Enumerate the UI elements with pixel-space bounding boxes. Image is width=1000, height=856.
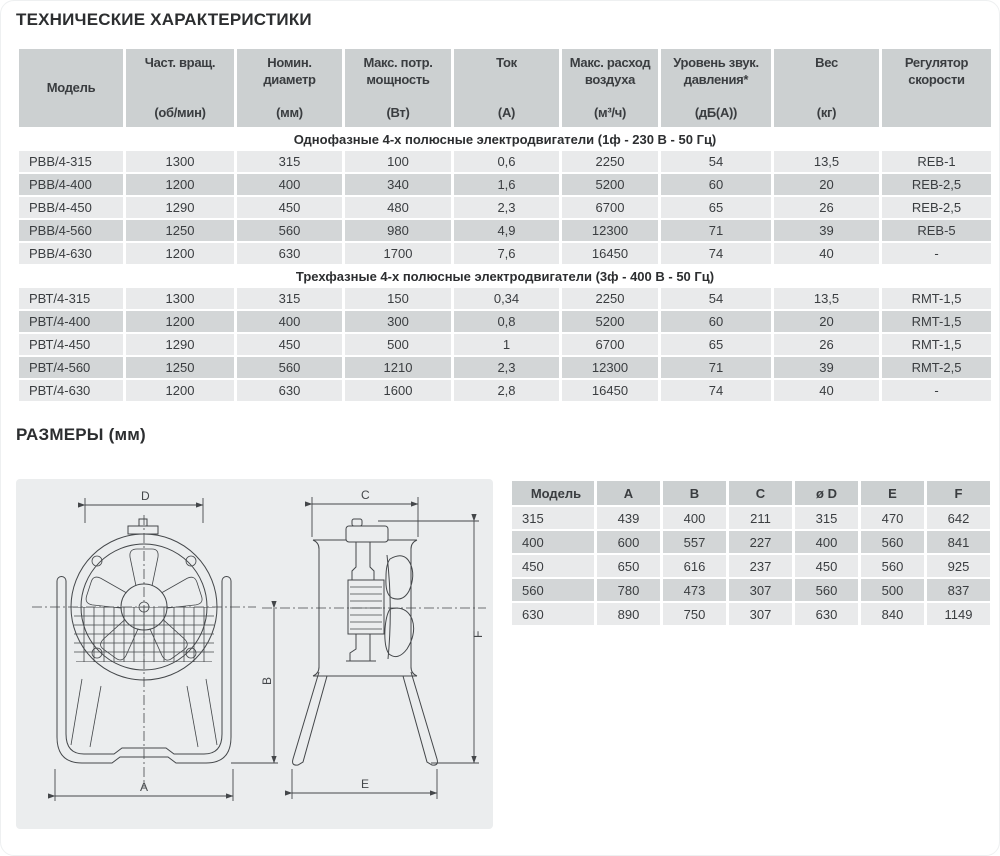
value-cell: 12300 [562, 220, 658, 241]
value-cell: 227 [729, 531, 792, 553]
value-cell: REB-1 [882, 151, 991, 172]
value-cell: 780 [597, 579, 660, 601]
dim-label-d: D [141, 489, 150, 503]
value-cell: 5200 [562, 311, 658, 332]
model-cell: 560 [512, 579, 594, 601]
value-cell: RMT-2,5 [882, 357, 991, 378]
value-cell: 6700 [562, 334, 658, 355]
header-cell [237, 49, 342, 127]
model-cell: 400 [512, 531, 594, 553]
value-cell: 54 [661, 288, 771, 309]
value-cell: 1300 [126, 288, 234, 309]
value-cell: 473 [663, 579, 726, 601]
dimensions-section-title: РАЗМЕРЫ (мм) [16, 425, 146, 444]
value-cell: 1200 [126, 174, 234, 195]
value-cell: - [882, 243, 991, 264]
model-cell: РВТ/4-630 [19, 380, 123, 401]
value-cell: RMT-1,5 [882, 311, 991, 332]
value-cell: 470 [861, 507, 924, 529]
value-cell: 300 [345, 311, 451, 332]
value-cell: 7,6 [454, 243, 559, 264]
header-cell [774, 49, 879, 127]
value-cell: 20 [774, 311, 879, 332]
table-row [19, 151, 991, 172]
table-row [512, 555, 990, 577]
section-title-row [19, 266, 991, 286]
table-row [512, 507, 990, 529]
value-cell: 2,8 [454, 380, 559, 401]
value-cell: REB-2,5 [882, 197, 991, 218]
value-cell: 600 [597, 531, 660, 553]
table-row [19, 334, 991, 355]
value-cell: 925 [927, 555, 990, 577]
value-cell: 1700 [345, 243, 451, 264]
header-cell-wrap [665, 55, 767, 122]
table-row [19, 288, 991, 309]
value-cell: 630 [237, 243, 342, 264]
header-cell-wrap [778, 55, 875, 122]
value-cell: RMT-1,5 [882, 334, 991, 355]
header-label: Уровень звук. давления* [673, 55, 759, 87]
header-cell-wrap [566, 55, 654, 122]
value-cell: 39 [774, 357, 879, 378]
value-cell: RMT-1,5 [882, 288, 991, 309]
value-cell: 1200 [126, 311, 234, 332]
value-cell: 400 [663, 507, 726, 529]
value-cell: 0,8 [454, 311, 559, 332]
value-cell: 630 [795, 603, 858, 625]
value-cell: 5200 [562, 174, 658, 195]
header-cell [126, 49, 234, 127]
header-label: Макс. расход воздуха [569, 55, 651, 87]
motor [346, 542, 384, 661]
value-cell: 650 [597, 555, 660, 577]
dim-label-c: C [361, 488, 370, 502]
model-cell: РВВ/4-400 [19, 174, 123, 195]
value-cell: 0,34 [454, 288, 559, 309]
header-label: Модель [46, 80, 96, 96]
value-cell: 74 [661, 243, 771, 264]
header-cell: B [663, 481, 726, 505]
value-cell: 1149 [927, 603, 990, 625]
header-cell-wrap [130, 55, 230, 122]
value-cell: 237 [729, 555, 792, 577]
value-cell: 340 [345, 174, 451, 195]
value-cell: 630 [237, 380, 342, 401]
dim-label-a: A [140, 780, 149, 794]
header-cell: ø D [795, 481, 858, 505]
table-row [19, 311, 991, 332]
value-cell: 450 [795, 555, 858, 577]
value-cell: 1300 [126, 151, 234, 172]
value-cell: 71 [661, 220, 771, 241]
value-cell: 840 [861, 603, 924, 625]
value-cell: 315 [795, 507, 858, 529]
value-cell: 65 [661, 197, 771, 218]
value-cell: 2250 [562, 151, 658, 172]
value-cell: 1250 [126, 220, 234, 241]
value-cell: 439 [597, 507, 660, 529]
model-cell: РВВ/4-315 [19, 151, 123, 172]
value-cell: 65 [661, 334, 771, 355]
header-label: Номин. диаметр [263, 55, 316, 87]
model-cell: РВТ/4-560 [19, 357, 123, 378]
value-cell: 500 [861, 579, 924, 601]
value-cell: 40 [774, 380, 879, 401]
dimensions-table [509, 479, 993, 627]
value-cell: 13,5 [774, 288, 879, 309]
dim-label-f: F [471, 630, 485, 638]
header-cell-wrap [23, 55, 119, 122]
value-cell: 557 [663, 531, 726, 553]
drawing-panel [16, 479, 493, 829]
table-row [19, 357, 991, 378]
value-cell: 54 [661, 151, 771, 172]
table-row [19, 380, 991, 401]
model-cell: РВТ/4-450 [19, 334, 123, 355]
value-cell: 315 [237, 151, 342, 172]
header-cell-wrap [241, 55, 338, 122]
front-view [32, 489, 256, 801]
value-cell: 26 [774, 197, 879, 218]
value-cell: REB-5 [882, 220, 991, 241]
model-cell: РВТ/4-315 [19, 288, 123, 309]
value-cell: 71 [661, 357, 771, 378]
value-cell: 1600 [345, 380, 451, 401]
header-unit: (м³/ч) [594, 105, 626, 121]
value-cell: 1210 [345, 357, 451, 378]
value-cell: 560 [795, 579, 858, 601]
section-title-cell: Трехфазные 4-х полюсные электродвигатели (3ф - 400 В - 50 Гц) [19, 266, 991, 286]
header-unit: (об/мин) [154, 105, 206, 121]
value-cell: 980 [345, 220, 451, 241]
model-cell: РВВ/4-630 [19, 243, 123, 264]
guard-mesh [73, 607, 215, 662]
value-cell: 211 [729, 507, 792, 529]
value-cell: 450 [237, 197, 342, 218]
value-cell: 1290 [126, 334, 234, 355]
header-label: Регулятор скорости [904, 55, 969, 87]
specs-header-row [19, 49, 991, 127]
dimension-side-base [292, 769, 437, 799]
specs-section-title: ТЕХНИЧЕСКИЕ ХАРАКТЕРИСТИКИ [16, 10, 312, 29]
header-cell: F [927, 481, 990, 505]
value-cell: 39 [774, 220, 879, 241]
value-cell: 13,5 [774, 151, 879, 172]
value-cell: REB-2,5 [882, 174, 991, 195]
value-cell: 26 [774, 334, 879, 355]
impeller-side [385, 555, 414, 659]
value-cell: 560 [861, 531, 924, 553]
header-cell-wrap [886, 55, 987, 122]
table-row [19, 174, 991, 195]
header-cell: E [861, 481, 924, 505]
value-cell: 837 [927, 579, 990, 601]
fan-technical-drawing [16, 479, 493, 829]
value-cell: 400 [795, 531, 858, 553]
header-cell [454, 49, 559, 127]
model-cell: 315 [512, 507, 594, 529]
value-cell: 2250 [562, 288, 658, 309]
section-title-row [19, 129, 991, 149]
model-cell: РВВ/4-560 [19, 220, 123, 241]
header-cell: Модель [512, 481, 594, 505]
value-cell: 16450 [562, 380, 658, 401]
header-unit: (кг) [816, 105, 837, 121]
dimensions-header-row [512, 481, 990, 505]
value-cell: 500 [345, 334, 451, 355]
table-row [19, 243, 991, 264]
header-cell [882, 49, 991, 127]
value-cell: 315 [237, 288, 342, 309]
value-cell: 307 [729, 579, 792, 601]
value-cell: 560 [237, 220, 342, 241]
value-cell: 1200 [126, 380, 234, 401]
value-cell: 400 [237, 311, 342, 332]
value-cell: 841 [927, 531, 990, 553]
stand-side [293, 672, 438, 765]
value-cell: 750 [663, 603, 726, 625]
dimensions-table-body [512, 507, 990, 625]
header-label: Част. вращ. [144, 55, 216, 70]
value-cell: - [882, 380, 991, 401]
value-cell: 2,3 [454, 197, 559, 218]
model-cell: 450 [512, 555, 594, 577]
header-unit: (дБ(А)) [694, 105, 738, 121]
dimension-side-height [231, 608, 278, 763]
header-cell-wrap [349, 55, 447, 122]
value-cell: 1200 [126, 243, 234, 264]
value-cell: 2,3 [454, 357, 559, 378]
specs-table [16, 47, 994, 403]
value-cell: 4,9 [454, 220, 559, 241]
value-cell: 20 [774, 174, 879, 195]
table-row [19, 220, 991, 241]
header-cell-wrap [458, 55, 555, 122]
section-title-cell: Однофазные 4-х полюсные электродвигатели (1ф - 230 В - 50 Гц) [19, 129, 991, 149]
value-cell: 150 [345, 288, 451, 309]
model-cell: РВВ/4-450 [19, 197, 123, 218]
value-cell: 1 [454, 334, 559, 355]
specs-table-body [19, 129, 991, 401]
table-row [19, 197, 991, 218]
value-cell: 100 [345, 151, 451, 172]
table-row [512, 603, 990, 625]
value-cell: 1250 [126, 357, 234, 378]
value-cell: 12300 [562, 357, 658, 378]
table-row [512, 579, 990, 601]
value-cell: 60 [661, 311, 771, 332]
dim-label-e: E [361, 777, 370, 791]
model-cell: РВТ/4-400 [19, 311, 123, 332]
value-cell: 40 [774, 243, 879, 264]
value-cell: 74 [661, 380, 771, 401]
header-cell [345, 49, 451, 127]
header-unit: (Вт) [386, 105, 410, 121]
value-cell: 0,6 [454, 151, 559, 172]
value-cell: 642 [927, 507, 990, 529]
header-cell [19, 49, 123, 127]
dimension-side-depth [312, 488, 418, 537]
specs-table-head [19, 49, 991, 127]
table-row [512, 531, 990, 553]
header-label: Вес [815, 55, 838, 70]
value-cell: 307 [729, 603, 792, 625]
header-cell: C [729, 481, 792, 505]
dimensions-table-head [512, 481, 990, 505]
model-cell: 630 [512, 603, 594, 625]
side-view [231, 488, 486, 799]
dim-label-b: B [260, 676, 274, 685]
header-cell [562, 49, 658, 127]
value-cell: 616 [663, 555, 726, 577]
header-unit: (мм) [276, 105, 303, 121]
value-cell: 6700 [562, 197, 658, 218]
value-cell: 890 [597, 603, 660, 625]
header-unit: (А) [497, 105, 516, 121]
value-cell: 560 [861, 555, 924, 577]
header-cell: A [597, 481, 660, 505]
value-cell: 480 [345, 197, 451, 218]
terminal-box-side [346, 519, 388, 542]
value-cell: 1290 [126, 197, 234, 218]
header-label: Макс. потр. мощность [363, 55, 433, 87]
value-cell: 450 [237, 334, 342, 355]
value-cell: 400 [237, 174, 342, 195]
header-cell [661, 49, 771, 127]
value-cell: 16450 [562, 243, 658, 264]
value-cell: 1,6 [454, 174, 559, 195]
terminal-box-front [128, 519, 158, 534]
header-label: Ток [496, 55, 517, 70]
value-cell: 560 [237, 357, 342, 378]
value-cell: 60 [661, 174, 771, 195]
